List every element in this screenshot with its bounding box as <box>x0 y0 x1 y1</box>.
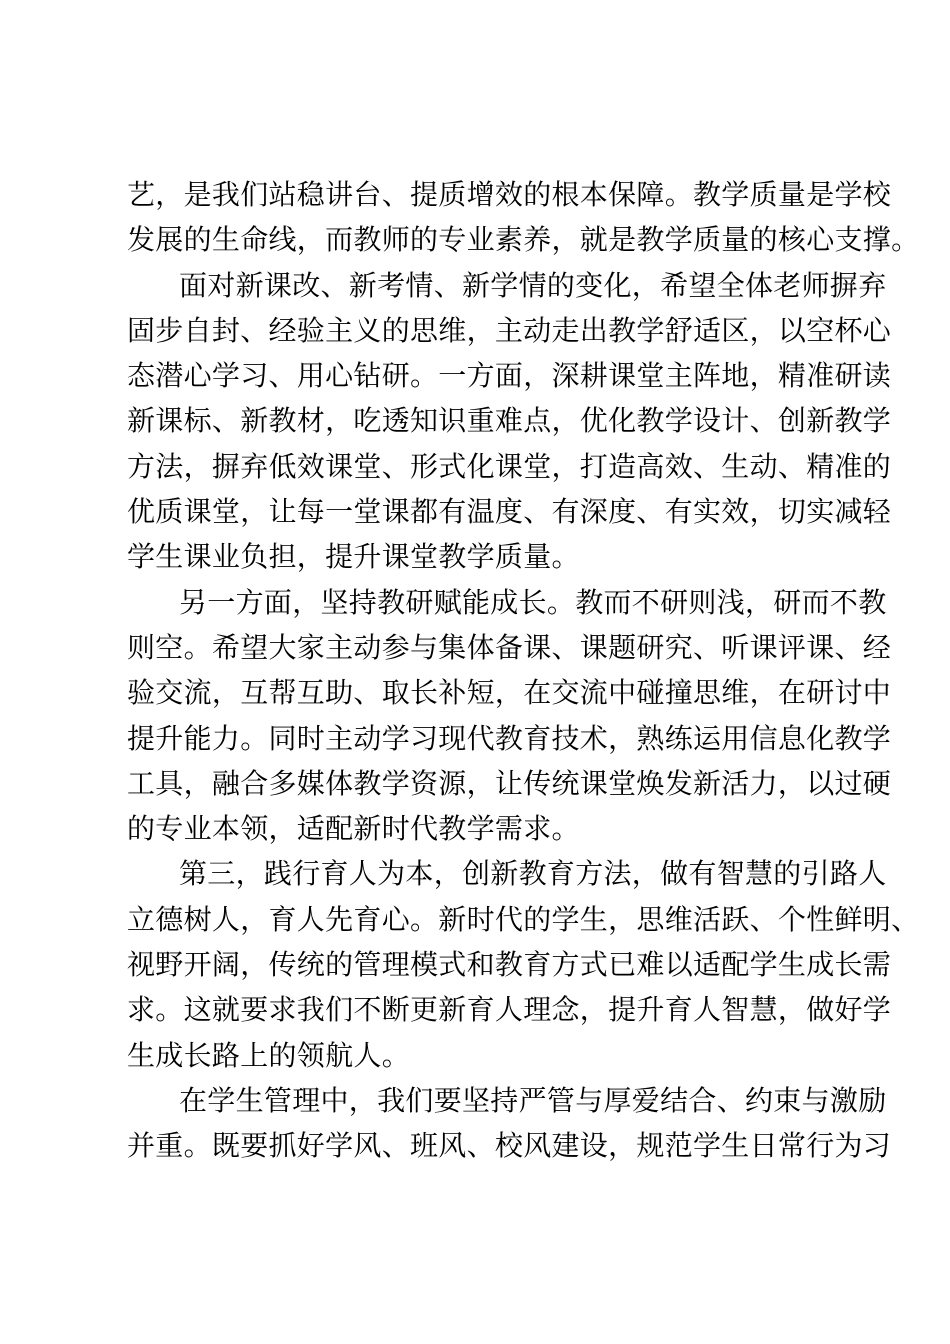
text-line: 优质课堂，让每一堂课都有温度、有深度、有实效，切实减轻 <box>127 495 892 529</box>
text-line: 方法，摒弃低效课堂、形式化课堂，打造高效、生动、精准的 <box>127 449 892 483</box>
text-line: 固步自封、经验主义的思维，主动走出教学舒适区，以空杯心 <box>127 313 892 347</box>
text-line: 求。这就要求我们不断更新育人理念，提升育人智慧，做好学 <box>127 993 892 1027</box>
text-line: 新课标、新教材，吃透知识重难点，优化教学设计、创新教学 <box>127 404 892 438</box>
text-line: 学生课业负担，提升课堂教学质量。 <box>127 540 580 574</box>
text-line: 艺，是我们站稳讲台、提质增效的根本保障。教学质量是学校 <box>127 178 892 211</box>
paragraph-start-line: 在学生管理中，我们要坚持严管与厚爱结合、约束与激励 <box>179 1083 887 1117</box>
text-line: 立德树人，育人先育心。新时代的学生，思维活跃、个性鲜明、 <box>127 902 920 936</box>
section-heading-line: 第三，践行育人为本，创新教育方法，做有智慧的引路人 <box>179 857 887 891</box>
text-line: 视野开阔，传统的管理模式和教育方式已难以适配学生成长需 <box>127 948 892 982</box>
text-line: 提升能力。同时主动学习现代教育技术，熟练运用信息化教学 <box>127 721 892 755</box>
text-line: 的专业本领，适配新时代教学需求。 <box>127 812 580 846</box>
text-line: 发展的生命线，而教师的专业素养，就是教学质量的核心支撑。 <box>127 223 920 257</box>
text-line: 生成长路上的领航人。 <box>127 1038 411 1072</box>
paragraph-start-line: 另一方面，坚持教研赋能成长。教而不研则浅，研而不教 <box>179 585 887 619</box>
text-line: 则空。希望大家主动参与集体备课、课题研究、听课评课、经 <box>127 630 892 664</box>
paragraph-start-line: 面对新课改、新考情、新学情的变化，希望全体老师摒弃 <box>179 268 887 302</box>
document-body <box>127 172 920 1169</box>
text-line: 验交流，互帮互助、取长补短，在交流中碰撞思维，在研讨中 <box>127 676 892 710</box>
text-line: 并重。既要抓好学风、班风、校风建设，规范学生日常行为习 <box>127 1129 892 1163</box>
text-line: 态潜心学习、用心钻研。一方面，深耕课堂主阵地，精准研读 <box>127 359 892 393</box>
text-line: 工具，融合多媒体教学资源，让传统课堂焕发新活力，以过硬 <box>127 766 892 800</box>
